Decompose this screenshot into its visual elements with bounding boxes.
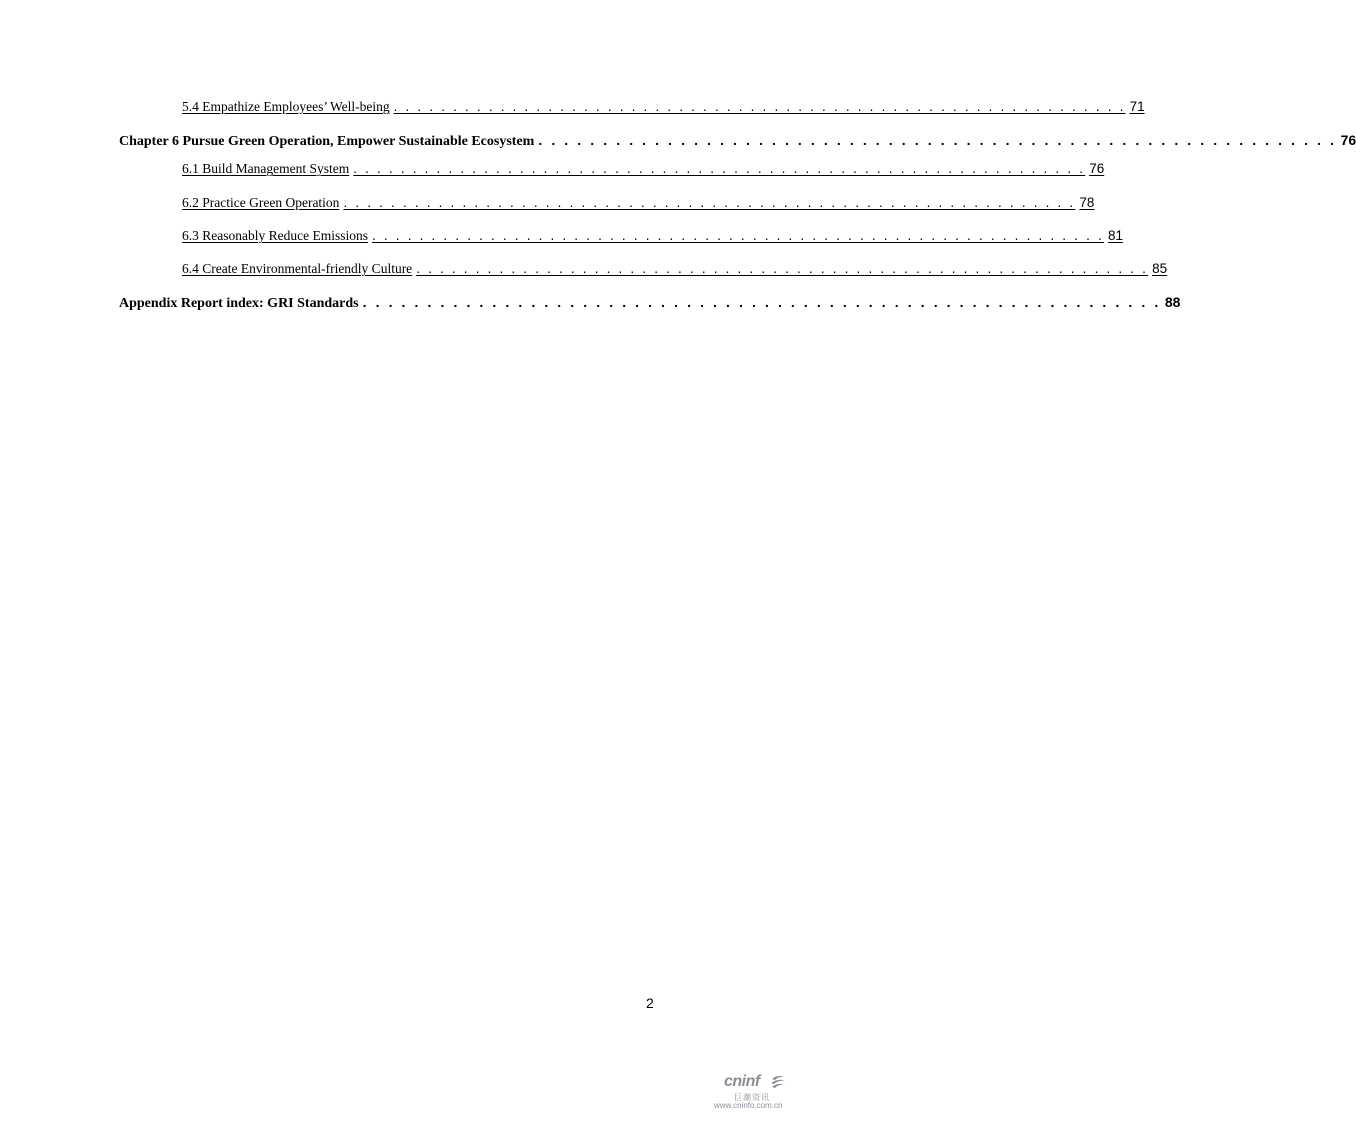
toc-leader-dots: . . . . . . . . . . . . . . . . . . . . . . . . . . . . . . . . . . . . . . . . . . . . . . . . . . . . . . . . . . . . . . — [416, 261, 1149, 276]
toc-entry-6-2[interactable] — [182, 195, 1095, 210]
toc-leader-dots: . . . . . . . . . . . . . . . . . . . . . . . . . . . . . . . . . . . . . . . . . . . . . . . . . . . . . . . . . . . . . . — [362, 294, 1161, 310]
toc-entry-title: 5.4 Empathize Employees’ Well-being — [182, 99, 390, 114]
toc-entry-title: Appendix Report index: GRI Standards — [119, 296, 359, 311]
toc-entry-page: 76 — [1340, 132, 1356, 148]
toc-leader-dots: . . . . . . . . . . . . . . . . . . . . . . . . . . . . . . . . . . . . . . . . . . . . . . . . . . . . . . . . . . . . . . — [371, 228, 1104, 243]
watermark-chinese-name: 巨潮资讯 — [734, 1093, 770, 1102]
toc-entry-title: Chapter 6 Pursue Green Operation, Empower Sustainable Ecosystem — [119, 134, 535, 149]
watermark-url: www.cninfo.com.cn — [714, 1101, 783, 1110]
toc-entry-page: 71 — [1129, 99, 1145, 114]
toc-entry-title: 6.1 Build Management System — [182, 161, 350, 176]
cninfo-watermark — [712, 1073, 790, 1113]
toc-entry-6-4[interactable] — [182, 261, 1168, 276]
toc-leader-dots: . . . . . . . . . . . . . . . . . . . . . . . . . . . . . . . . . . . . . . . . . . . . . . . . . . . . . . . . . . . . . . — [343, 195, 1076, 210]
watermark-brand: cninf — [724, 1073, 760, 1090]
toc-entry-page: 81 — [1107, 228, 1123, 243]
toc-entry-page: 88 — [1164, 294, 1181, 310]
toc-entry-page: 85 — [1152, 261, 1168, 276]
page-number: 2 — [646, 995, 654, 1011]
toc-leader-dots: . . . . . . . . . . . . . . . . . . . . . . . . . . . . . . . . . . . . . . . . . . . . . . . . . . . . . . . . . . . . . . — [538, 132, 1337, 148]
toc-entry-6-3[interactable] — [182, 228, 1123, 243]
toc-entry-6-1[interactable] — [182, 161, 1105, 176]
toc-leader-dots: . . . . . . . . . . . . . . . . . . . . . . . . . . . . . . . . . . . . . . . . . . . . . . . . . . . . . . . . . . . . . . — [393, 99, 1126, 114]
toc-leader-dots: . . . . . . . . . . . . . . . . . . . . . . . . . . . . . . . . . . . . . . . . . . . . . . . . . . . . . . . . . . . . . . — [353, 161, 1086, 176]
toc-entry-title: 6.2 Practice Green Operation — [182, 195, 340, 210]
toc-entry-title: 6.4 Create Environmental-friendly Culture — [182, 261, 413, 276]
toc-entry-chapter-6[interactable] — [119, 132, 1356, 149]
toc-entry-page: 78 — [1079, 195, 1095, 210]
toc-entry-title: 6.3 Reasonably Reduce Emissions — [182, 228, 368, 243]
cninfo-logo-icon — [769, 1074, 787, 1090]
toc-entry-page: 76 — [1089, 161, 1105, 176]
toc-entry-appendix[interactable] — [119, 294, 1181, 311]
toc-entry-5-4[interactable] — [182, 99, 1145, 114]
